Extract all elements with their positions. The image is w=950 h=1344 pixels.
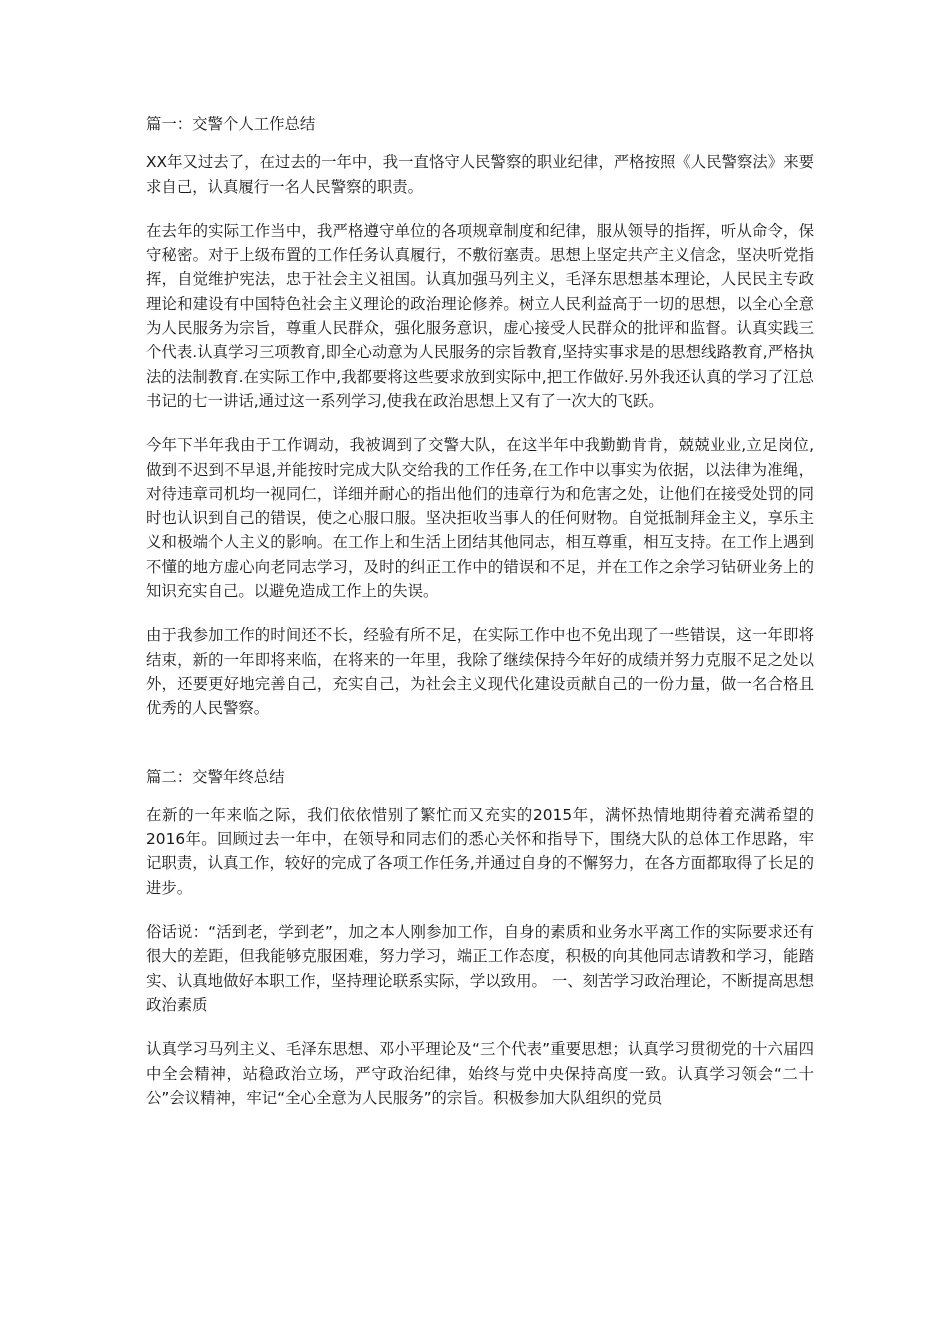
section-1-paragraph-4: 由于我参加工作的时间还不长，经验有所不足，在实际工作中也不免出现了一些错误，这一年即将结束，新的一年即将来临，在将来的一年里，我除了继续保持今年好的成绩并努力克服不足之处以外，还要更好地完善自己，充实自己，为社会主义现代化建设贡献自己的一份力量，做一名合格且优秀的人民警察。 <box>146 626 814 718</box>
section-1-paragraph-2: 在去年的实际工作当中，我严格遵守单位的各项规章制度和纪律，服从领导的指挥，听从命令，保守秘密。对于上级布置的工作任务认真履行，不敷衍塞责。思想上坚定共产主义信念，坚决听党指挥，自觉维护宪法，忠于社会主义祖国。认真加强马列主义，毛泽东思想基本理论，人民民主专政理论和建设有中国特色社会主义理论的政治理论修养。树立人民利益高于一切的思想，以全心全意为人民服务为宗旨，尊重人民群众，强化服务意识，虚心接受人民群众的批评和监督。认真实践三个代表.认真学习三项教育,即全心动意为人民服务的宗旨教育,坚持实事求是的思想线路教育,严格执法的法制教育.在实际工作中,我都要将这些要求放到实际中,把工作做好.另外我还认真的学习了江总书记的七一讲话,通过这一系列学习,使我在政治思想上又有了一次大的飞跃。 <box>146 221 814 410</box>
section-2-paragraph-2: 俗话说：“活到老，学到老”，加之本人刚参加工作，自身的素质和业务水平离工作的实际要求还有很大的差距，但我能够克服困难，努力学习，端正工作态度，积极的向其他同志请教和学习，能踏实、认真地做好本职工作，坚持理论联系实际，学以致用。 一、刻苦学习政治理论，不断提高思想政治素质 <box>146 923 814 1014</box>
document-page <box>146 112 814 1110</box>
section-1-paragraph-3: 今年下半年我由于工作调动，我被调到了交警大队，在这半年中我勤勤肯肯，兢兢业业,立足岗位,做到不迟到不早退,并能按时完成大队交给我的工作任务,在工作中以事实为依据，以法律为准绳，对待违章司机均一视同仁，详细并耐心的指出他们的违章行为和危害之处，让他们在接受处罚的同时也认识到自己的错误，使之心服口服。坚决拒收当事人的任何财物。自觉抵制拜金主义，享乐主义和极端个人主义的影响。在工作上和生活上团结其他同志，相互尊重，相互支持。在工作上遇到不懂的地方虚心向老同志学习，及时的纠正工作中的错误和不足，并在工作之余学习钻研业务上的知识充实自己。以避免造成工作上的失误。 <box>146 436 814 601</box>
section-1-paragraph-1: XX年又过去了，在过去的一年中，我一直恪守人民警察的职业纪律，严格按照《人民警察法》来要求自己，认真履行一名人民警察的职责。 <box>146 153 814 196</box>
section-1-title: 篇一：交警个人工作总结 <box>146 115 316 133</box>
section-2-paragraph-3: 认真学习马列主义、毛泽东思想、邓小平理论及“三个代表”重要思想；认真学习贯彻党的十六届四中全会精神，站稳政治立场，严守政治纪律，始终与党中央保持高度一致。认真学习领会“二十公”会议精神，牢记“全心全意为人民服务”的宗旨。积极参加大队组织的党员 <box>146 1040 814 1107</box>
section-2-paragraph-1: 在新的一年来临之际，我们依依惜别了繁忙而又充实的2015年，满怀热情地期待着充满希望的2016年。回顾过去一年中，在领导和同志们的悉心关怀和指导下，围绕大队的总体工作思路，牢记职责，认真工作，较好的完成了各项工作任务,并通过自身的不懈努力，在各方面都取得了长足的进步。 <box>146 805 814 897</box>
section-2-title: 篇二：交警年终总结 <box>146 767 285 786</box>
